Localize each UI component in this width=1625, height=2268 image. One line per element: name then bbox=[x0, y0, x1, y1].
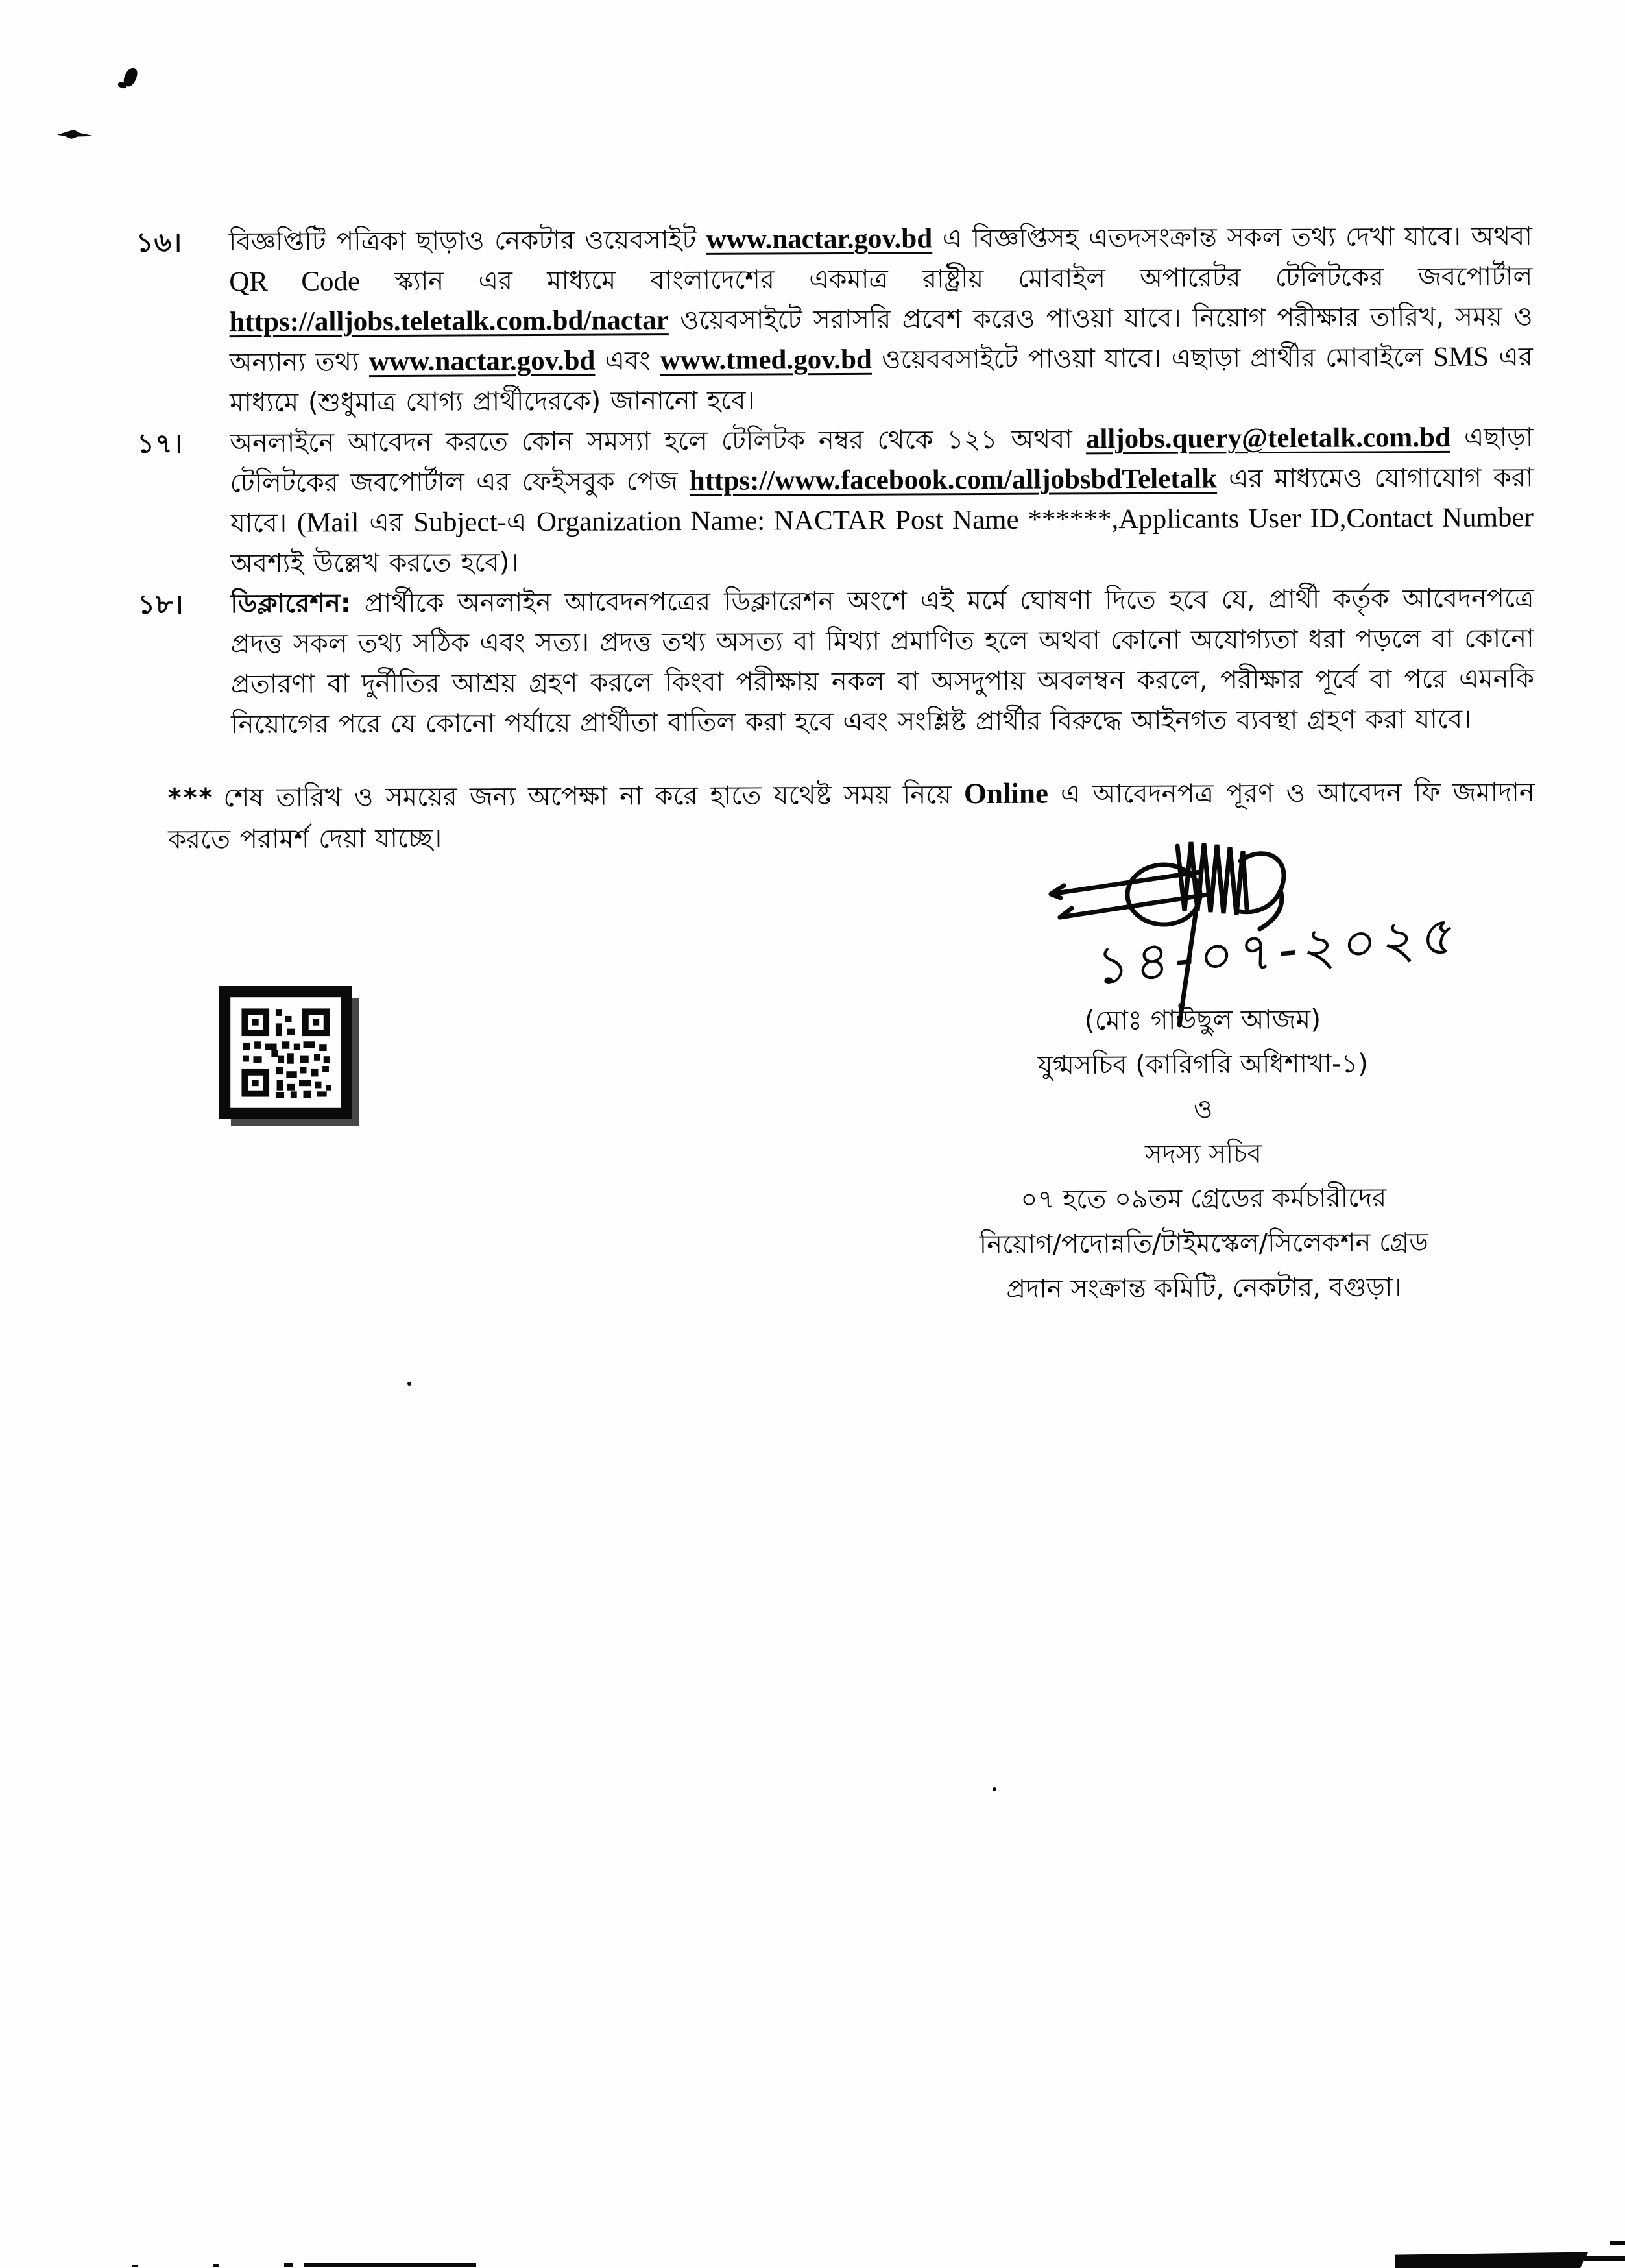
link-text[interactable]: https://alljobs.teletalk.com.bd/nactar bbox=[229, 305, 669, 338]
text-segment: Organization Name: NACTAR Post Name ******,Applicants User ID,Contact Number bbox=[536, 502, 1534, 538]
text-segment: Subject- bbox=[413, 507, 507, 538]
list-item bbox=[138, 578, 1534, 745]
scan-artifact bbox=[132, 2265, 138, 2267]
signatory-title-line: যুগ্মসচিব (কারিগরি অধিশাখা-১) bbox=[1037, 1048, 1369, 1081]
item-text bbox=[229, 216, 1533, 423]
scan-speck bbox=[407, 1382, 411, 1386]
text-segment: SMS bbox=[1432, 341, 1489, 372]
scan-artifact bbox=[304, 2263, 476, 2267]
text-segment: এর মাধ্যমে (শুধুমাত্র যোগ্য প্রার্থীদেরকে) জানানো হবে। bbox=[229, 342, 1533, 418]
text-segment: Online bbox=[963, 777, 1049, 810]
text-segment: এ বিজ্ঞপ্তিসহ এতদসংক্রান্ত সকল তথ্য দেখা যাবে। অথবা bbox=[932, 221, 1533, 254]
scan-artifact bbox=[284, 2263, 293, 2267]
signatory-title-line: প্রদান সংক্রান্ত কমিটি, নেকটার, বগুড়া। bbox=[1006, 1272, 1402, 1305]
signatory-title-line: ০৭ হতে ০৯তম গ্রেডের কর্মচারীদের bbox=[1020, 1183, 1387, 1215]
text-segment: ওয়েববসাইটে পাওয়া যাবে। এছাড়া প্রার্থীর মোবাইলে bbox=[871, 342, 1434, 375]
items-list bbox=[136, 216, 1534, 745]
text-segment: বিজ্ঞপ্তিটি পত্রিকা ছাড়াও নেকটার ওয়েবসাইট bbox=[228, 224, 706, 258]
list-item bbox=[136, 216, 1533, 423]
signatory-titles bbox=[891, 1041, 1515, 1312]
link-text[interactable]: www.tmed.gov.bd bbox=[660, 344, 872, 376]
handwritten-date: ১৪-০৭-২০২৫ bbox=[1094, 903, 1463, 998]
scan-artifact bbox=[1395, 2252, 1588, 2268]
text-segment: ডিক্লারেশন: bbox=[230, 588, 351, 620]
text-segment: অবশ্যই উল্লেখ করতে হবে)। bbox=[230, 548, 519, 579]
note-paragraph bbox=[139, 770, 1535, 860]
signatory-title-line: ও bbox=[1193, 1094, 1213, 1125]
signatory-title-line: নিয়োগ/পদোন্নতি/টাইমস্কেল/সিলেকশন গ্রেড bbox=[979, 1227, 1428, 1260]
text-segment: এ আবেদনপত্র পূরণ ও আবেদন ফি জমাদান করতে পরামর্শ দেয়া যাচ্ছে। bbox=[167, 777, 1535, 855]
link-text[interactable]: www.nactar.gov.bd bbox=[368, 345, 596, 378]
text-segment: এ bbox=[506, 507, 537, 538]
scan-artifact bbox=[1584, 2256, 1625, 2261]
text-segment: এর মাধ্যমেও যোগাযোগ করা যাবে। bbox=[230, 463, 1534, 539]
scan-speck bbox=[993, 1787, 996, 1791]
scan-artifact bbox=[213, 2264, 219, 2267]
signatory-name: (মোঃ গাউছুল আজম) bbox=[1084, 1004, 1321, 1036]
qr-code-image bbox=[219, 986, 352, 1119]
text-segment: অনলাইনে আবেদন করতে কোন সমস্যা হলে টেলিটক নম্বর থেকে ১২১ অথবা bbox=[230, 424, 1087, 459]
item-text bbox=[230, 417, 1534, 584]
list-item bbox=[137, 417, 1534, 584]
link-text[interactable]: https://www.facebook.com/alljobsbdTeletalk bbox=[689, 463, 1218, 496]
ink-smudge bbox=[57, 130, 95, 139]
note-asterisks: *** bbox=[167, 783, 215, 814]
scan-artifact bbox=[1610, 2241, 1625, 2245]
ink-smudge bbox=[122, 66, 139, 88]
item-number: ১৬। bbox=[136, 226, 183, 258]
signatory-title-line: সদস্য সচিব bbox=[1144, 1139, 1262, 1170]
text-segment: ওয়েবসাইটে সরাসরি প্রবেশ করেও পাওয়া যাবে। নিয়োগ পরীক্ষার তারিখ, সময় ও অন্যান্য তথ্য bbox=[229, 302, 1533, 378]
item-number: ১৮। bbox=[138, 588, 184, 620]
item-text bbox=[230, 578, 1534, 745]
text-segment: এবং bbox=[595, 346, 660, 376]
qr-code[interactable] bbox=[219, 986, 352, 1119]
text-segment: QR Code bbox=[229, 266, 361, 298]
text-segment: প্রার্থীকে অনলাইন আবেদনপত্রের ডিক্লারেশন অংশে এই মর্মে ঘোষণা দিতে হবে যে, প্রার্থী কর্তৃক আবেদনপত্রে প্রদত্ত সকল তথ্য সঠিক এবং সত্য। প্রদত্ত তথ্য অসত্য বা মিথ্যা প্রমাণিত হলে অথবা কোনো অযোগ্যতা ধরা পড়লে বা কোনো প্রতারণা বা দুর্নীতির আশ্রয় গ্রহণ করলে কিংবা পরীক্ষায় নকল বা অসদুপায় অবলম্বন করলে, পরীক্ষার পূর্বে বা পরে এমনকি নিয়োগের পরে যে কোনো পর্যায়ে প্রার্থীতা বাতিল করা হবে এবং সংশ্লিষ্ট প্রার্থীর বিরুদ্ধে আইনগত ব্যবস্থা গ্রহণ করা যাবে। bbox=[230, 583, 1535, 740]
text-segment: এর bbox=[359, 507, 414, 538]
clauses-column bbox=[136, 216, 1535, 860]
note-text bbox=[168, 777, 1535, 854]
text-segment: এছাড়া টেলিটকের জবপোর্টাল এর ফেইসবুক পেজ bbox=[230, 422, 1534, 499]
text-segment: শেষ তারিখ ও সময়ের জন্য অপেক্ষা না করে হাতে যথেষ্ট সময় নিয়ে bbox=[223, 780, 964, 814]
text-segment: স্ক্যান এর মাধ্যমে বাংলাদেশের একমাত্র রাষ্ট্রীয় মোবাইল অপারেটর টেলিটকের জবপোর্টাল bbox=[359, 261, 1533, 297]
text-segment: (Mail bbox=[296, 507, 359, 538]
signatory-block bbox=[891, 996, 1516, 1312]
link-text[interactable]: alljobs.query@teletalk.com.bd bbox=[1085, 422, 1450, 455]
link-text[interactable]: www.nactar.gov.bd bbox=[706, 223, 933, 255]
item-number: ১৭। bbox=[137, 428, 184, 459]
